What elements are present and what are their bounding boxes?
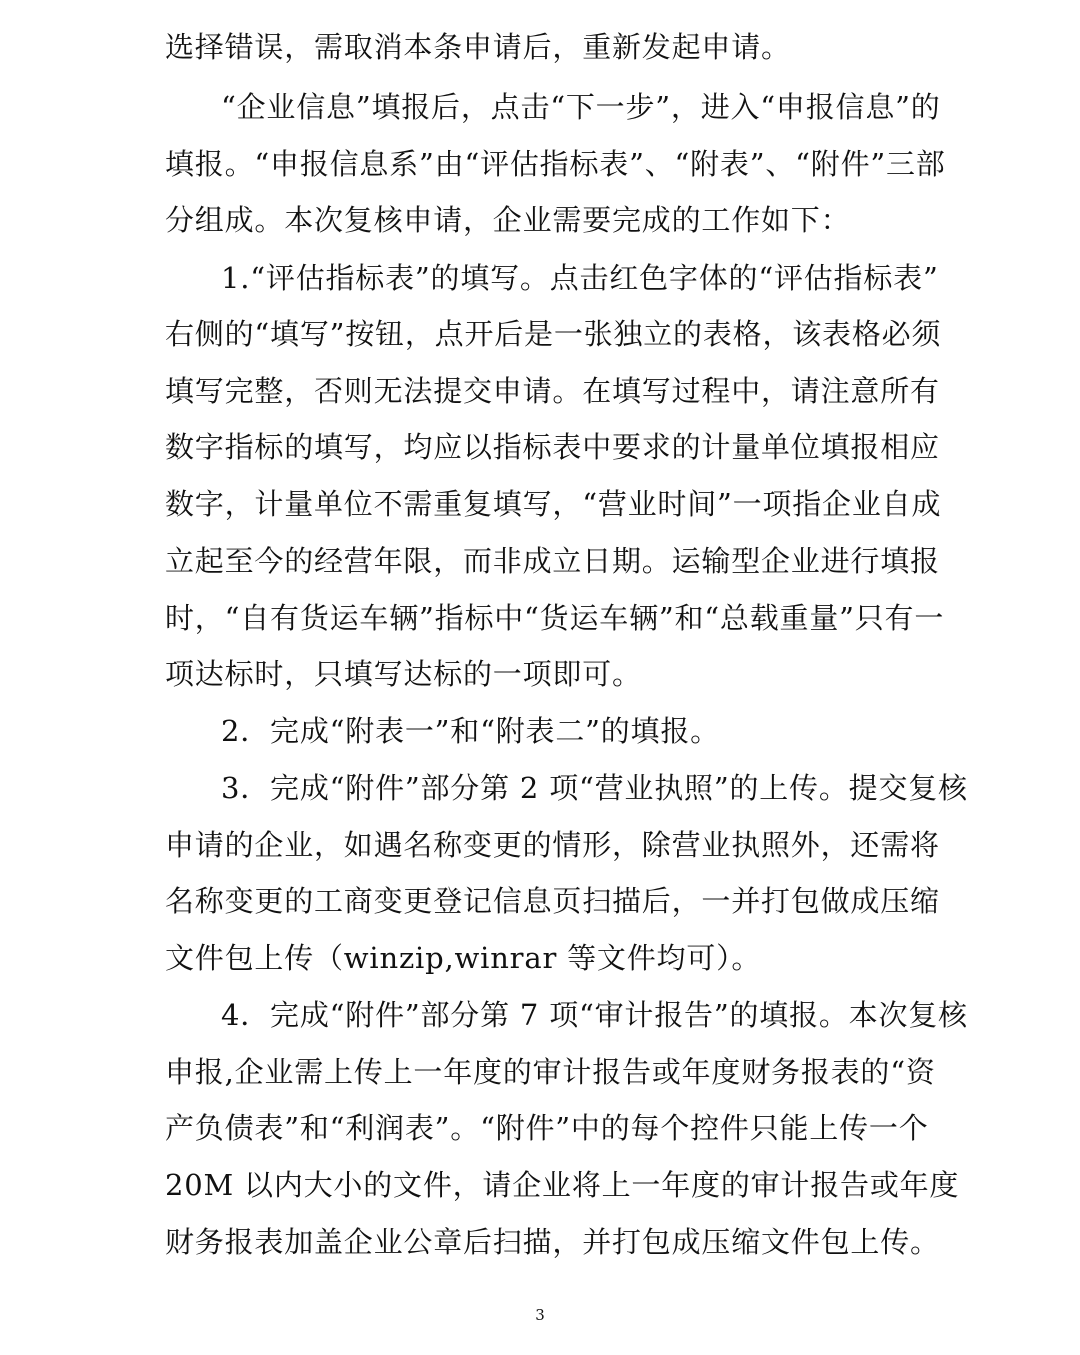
paragraph-line: 20M 以内大小的文件，请企业将上一年度的审计报告或年度 bbox=[165, 1168, 960, 1202]
paragraph-line: 右侧的“填写”按钮，点开后是一张独立的表格，该表格必须 bbox=[165, 317, 942, 351]
paragraph-line: 产负债表”和“利润表”。“附件”中的每个控件只能上传一个 bbox=[165, 1111, 929, 1145]
paragraph-line: 文件包上传（winzip,winrar 等文件均可）。 bbox=[165, 941, 762, 975]
paragraph-line: 填报。“申报信息系”由“评估指标表”、“附表”、“附件”三部 bbox=[165, 147, 946, 181]
paragraph-line: 名称变更的工商变更登记信息页扫描后，一并打包做成压缩 bbox=[165, 884, 940, 918]
paragraph-line: 数字，计量单位不需重复填写，“营业时间”一项指企业自成 bbox=[165, 487, 942, 521]
paragraph-line: 选择错误，需取消本条申请后，重新发起申请。 bbox=[165, 30, 791, 64]
paragraph-line: “企业信息”填报后，点击“下一步”，进入“申报信息”的 bbox=[221, 90, 941, 124]
paragraph-line: 分组成。本次复核申请，企业需要完成的工作如下： bbox=[165, 203, 851, 237]
paragraph-line: 填写完整，否则无法提交申请。在填写过程中，请注意所有 bbox=[165, 374, 940, 408]
paragraph-line: 3．完成“附件”部分第 2 项“营业执照”的上传。提交复核 bbox=[221, 771, 968, 805]
paragraph-line: 1.“评估指标表”的填写。点击红色字体的“评估指标表” bbox=[221, 261, 939, 295]
paragraph-line: 4．完成“附件”部分第 7 项“审计报告”的填报。本次复核 bbox=[221, 998, 968, 1032]
paragraph-line: 数字指标的填写，均应以指标表中要求的计量单位填报相应 bbox=[165, 430, 940, 464]
paragraph-line: 2．完成“附表一”和“附表二”的填报。 bbox=[221, 714, 720, 748]
paragraph-line: 时，“自有货运车辆”指标中“货运车辆”和“总载重量”只有一 bbox=[165, 601, 945, 635]
paragraph-line: 立起至今的经营年限，而非成立日期。运输型企业进行填报 bbox=[165, 544, 940, 578]
page-number: 3 bbox=[535, 1306, 545, 1324]
paragraph-line: 申请的企业，如遇名称变更的情形，除营业执照外，还需将 bbox=[165, 828, 940, 862]
paragraph-line: 财务报表加盖企业公章后扫描，并打包成压缩文件包上传。 bbox=[165, 1225, 940, 1259]
paragraph-line: 申报,企业需上传上一年度的审计报告或年度财务报表的“资 bbox=[165, 1055, 936, 1089]
paragraph-line: 项达标时，只填写达标的一项即可。 bbox=[165, 657, 642, 691]
